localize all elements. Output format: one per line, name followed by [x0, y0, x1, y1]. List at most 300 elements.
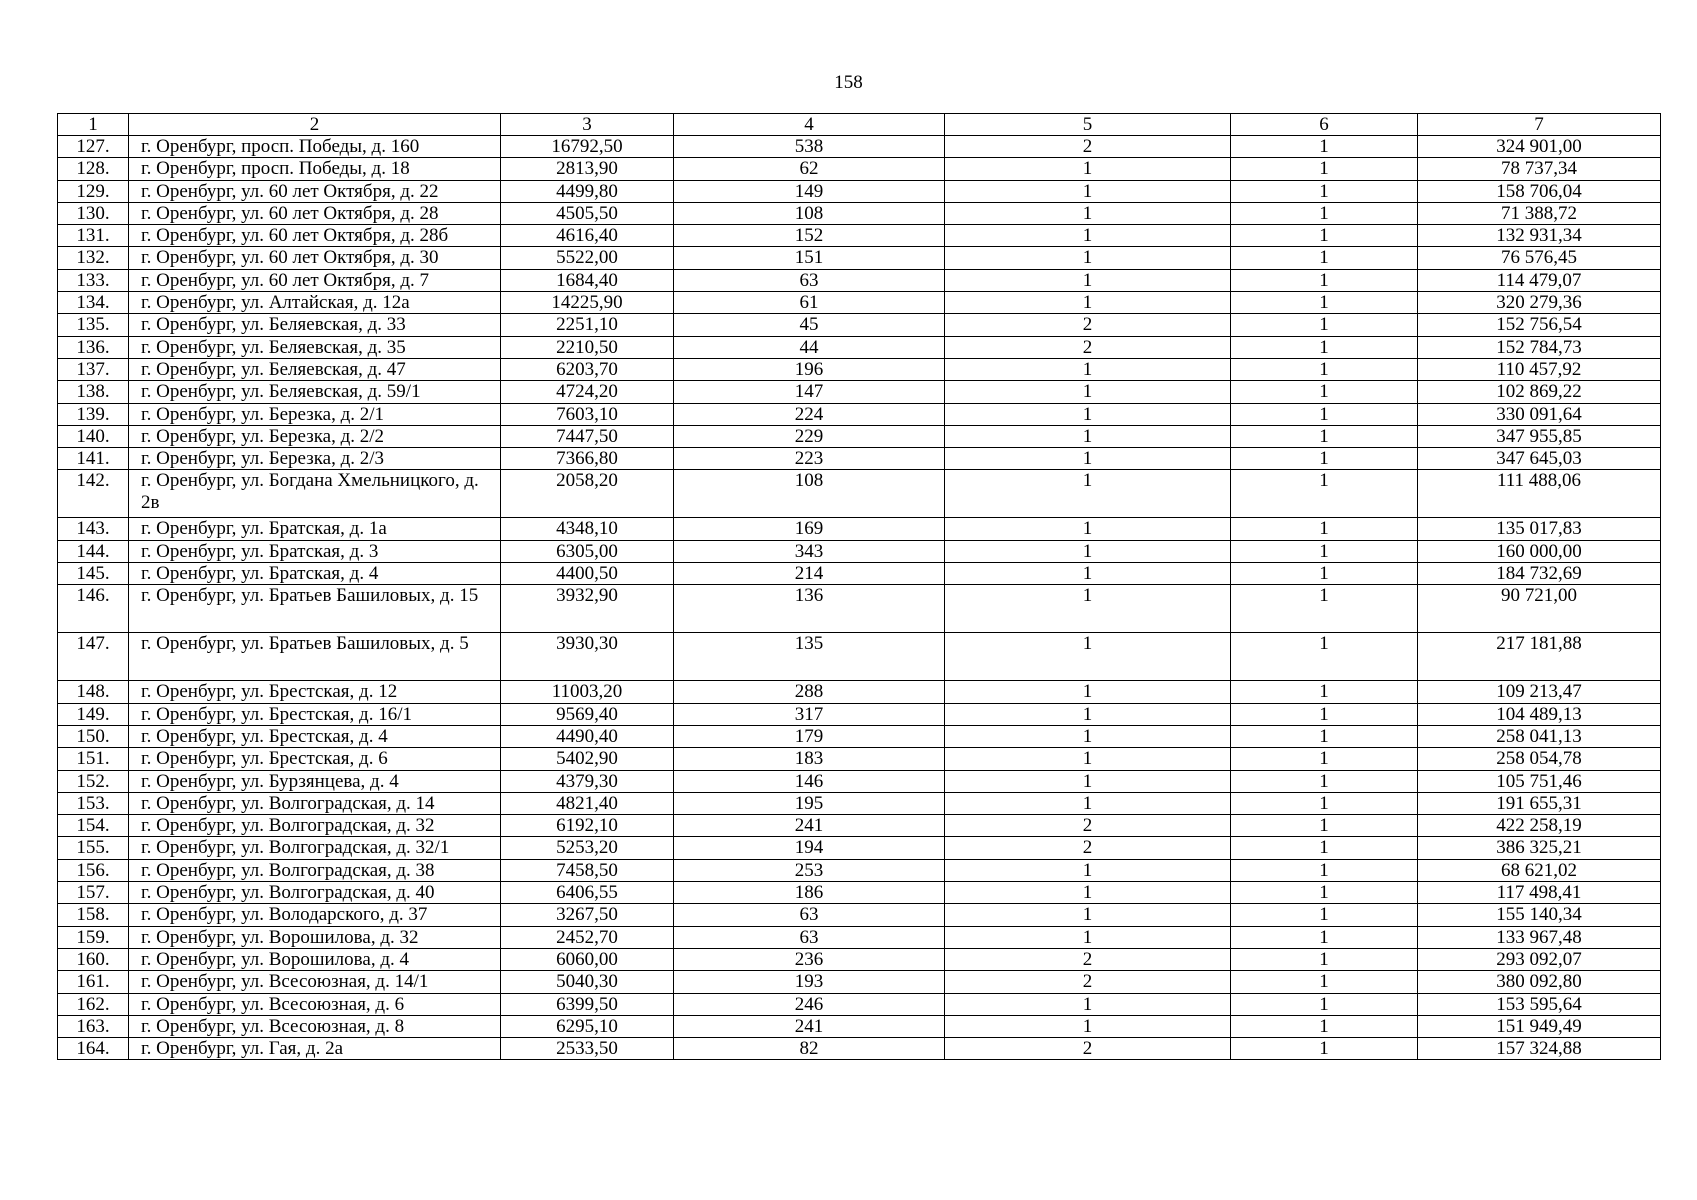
area-cell: 2452,70 [501, 926, 674, 948]
address-cell: г. Оренбург, просп. Победы, д. 18 [129, 158, 501, 180]
address-cell: г. Оренбург, ул. 60 лет Октября, д. 7 [129, 269, 501, 291]
area-cell: 1684,40 [501, 269, 674, 291]
area-cell: 6192,10 [501, 815, 674, 837]
count-cell: 136 [674, 585, 945, 633]
table-row [58, 247, 1661, 269]
value-6-cell: 1 [1231, 859, 1418, 881]
value-5-cell: 1 [945, 904, 1231, 926]
address-cell: г. Оренбург, ул. Беляевская, д. 47 [129, 358, 501, 380]
amount-cell: 347 955,85 [1418, 425, 1661, 447]
row-number: 133. [58, 269, 129, 291]
amount-cell: 104 489,13 [1418, 703, 1661, 725]
count-cell: 63 [674, 269, 945, 291]
address-cell: г. Оренбург, ул. 60 лет Октября, д. 30 [129, 247, 501, 269]
row-number: 138. [58, 381, 129, 403]
value-5-cell: 1 [945, 381, 1231, 403]
address-cell: г. Оренбург, ул. Брестская, д. 12 [129, 681, 501, 703]
area-cell: 7447,50 [501, 425, 674, 447]
row-number: 151. [58, 748, 129, 770]
row-number: 144. [58, 540, 129, 562]
area-cell: 6295,10 [501, 1015, 674, 1037]
column-number-7: 7 [1418, 114, 1661, 136]
table-row [58, 971, 1661, 993]
area-cell: 3930,30 [501, 633, 674, 681]
address-cell: г. Оренбург, ул. Волгоградская, д. 40 [129, 882, 501, 904]
register-table [57, 113, 1661, 1060]
row-number: 142. [58, 470, 129, 518]
table-row [58, 448, 1661, 470]
table-row [58, 633, 1661, 681]
address-cell: г. Оренбург, ул. 60 лет Октября, д. 22 [129, 180, 501, 202]
count-cell: 179 [674, 725, 945, 747]
value-6-cell: 1 [1231, 381, 1418, 403]
row-number: 146. [58, 585, 129, 633]
row-number: 153. [58, 792, 129, 814]
column-number-5: 5 [945, 114, 1231, 136]
table-row [58, 948, 1661, 970]
area-cell: 3932,90 [501, 585, 674, 633]
amount-cell: 330 091,64 [1418, 403, 1661, 425]
row-number: 135. [58, 314, 129, 336]
value-5-cell: 1 [945, 748, 1231, 770]
value-6-cell: 1 [1231, 180, 1418, 202]
amount-cell: 380 092,80 [1418, 971, 1661, 993]
address-cell: г. Оренбург, ул. Всесоюзная, д. 6 [129, 993, 501, 1015]
address-cell: г. Оренбург, ул. Братьев Башиловых, д. 5 [129, 633, 501, 681]
value-6-cell: 1 [1231, 748, 1418, 770]
count-cell: 246 [674, 993, 945, 1015]
amount-cell: 133 967,48 [1418, 926, 1661, 948]
area-cell: 5253,20 [501, 837, 674, 859]
register-table-body [58, 114, 1661, 1060]
address-cell: г. Оренбург, ул. Всесоюзная, д. 14/1 [129, 971, 501, 993]
row-number: 161. [58, 971, 129, 993]
address-cell: г. Оренбург, ул. 60 лет Октября, д. 28б [129, 225, 501, 247]
area-cell: 6305,00 [501, 540, 674, 562]
amount-cell: 151 949,49 [1418, 1015, 1661, 1037]
row-number: 131. [58, 225, 129, 247]
row-number: 147. [58, 633, 129, 681]
area-cell: 5522,00 [501, 247, 674, 269]
value-5-cell: 1 [945, 792, 1231, 814]
amount-cell: 191 655,31 [1418, 792, 1661, 814]
address-cell: г. Оренбург, ул. Братская, д. 4 [129, 563, 501, 585]
row-number: 154. [58, 815, 129, 837]
row-number: 149. [58, 703, 129, 725]
row-number: 152. [58, 770, 129, 792]
value-6-cell: 1 [1231, 792, 1418, 814]
count-cell: 135 [674, 633, 945, 681]
area-cell: 2251,10 [501, 314, 674, 336]
row-number: 129. [58, 180, 129, 202]
count-cell: 538 [674, 136, 945, 158]
amount-cell: 324 901,00 [1418, 136, 1661, 158]
table-row [58, 1015, 1661, 1037]
table-row [58, 792, 1661, 814]
address-cell: г. Оренбург, ул. Брестская, д. 6 [129, 748, 501, 770]
row-number: 160. [58, 948, 129, 970]
table-row [58, 681, 1661, 703]
count-cell: 195 [674, 792, 945, 814]
column-number-3: 3 [501, 114, 674, 136]
address-cell: г. Оренбург, ул. Братьев Башиловых, д. 15 [129, 585, 501, 633]
value-5-cell: 1 [945, 158, 1231, 180]
address-cell: г. Оренбург, ул. Беляевская, д. 59/1 [129, 381, 501, 403]
amount-cell: 109 213,47 [1418, 681, 1661, 703]
value-5-cell: 1 [945, 859, 1231, 881]
row-number: 136. [58, 336, 129, 358]
row-number: 137. [58, 358, 129, 380]
address-cell: г. Оренбург, ул. Володарского, д. 37 [129, 904, 501, 926]
row-number: 127. [58, 136, 129, 158]
area-cell: 4499,80 [501, 180, 674, 202]
value-6-cell: 1 [1231, 425, 1418, 447]
count-cell: 63 [674, 926, 945, 948]
value-6-cell: 1 [1231, 926, 1418, 948]
count-cell: 169 [674, 518, 945, 540]
count-cell: 108 [674, 470, 945, 518]
value-6-cell: 1 [1231, 470, 1418, 518]
row-number: 143. [58, 518, 129, 540]
amount-cell: 111 488,06 [1418, 470, 1661, 518]
address-cell: г. Оренбург, ул. Волгоградская, д. 14 [129, 792, 501, 814]
count-cell: 343 [674, 540, 945, 562]
amount-cell: 102 869,22 [1418, 381, 1661, 403]
value-5-cell: 2 [945, 314, 1231, 336]
value-5-cell: 1 [945, 518, 1231, 540]
address-cell: г. Оренбург, ул. Ворошилова, д. 32 [129, 926, 501, 948]
value-5-cell: 2 [945, 815, 1231, 837]
table-row [58, 403, 1661, 425]
amount-cell: 135 017,83 [1418, 518, 1661, 540]
amount-cell: 386 325,21 [1418, 837, 1661, 859]
amount-cell: 152 784,73 [1418, 336, 1661, 358]
count-cell: 152 [674, 225, 945, 247]
table-row [58, 336, 1661, 358]
value-6-cell: 1 [1231, 1015, 1418, 1037]
area-cell: 4821,40 [501, 792, 674, 814]
amount-cell: 114 479,07 [1418, 269, 1661, 291]
area-cell: 4616,40 [501, 225, 674, 247]
area-cell: 6406,55 [501, 882, 674, 904]
value-5-cell: 1 [945, 703, 1231, 725]
count-cell: 214 [674, 563, 945, 585]
amount-cell: 160 000,00 [1418, 540, 1661, 562]
column-number-6: 6 [1231, 114, 1418, 136]
amount-cell: 258 041,13 [1418, 725, 1661, 747]
area-cell: 6399,50 [501, 993, 674, 1015]
area-cell: 4505,50 [501, 202, 674, 224]
count-cell: 194 [674, 837, 945, 859]
value-5-cell: 2 [945, 837, 1231, 859]
value-5-cell: 1 [945, 269, 1231, 291]
value-6-cell: 1 [1231, 993, 1418, 1015]
amount-cell: 90 721,00 [1418, 585, 1661, 633]
address-cell: г. Оренбург, ул. Волгоградская, д. 32 [129, 815, 501, 837]
value-6-cell: 1 [1231, 815, 1418, 837]
count-cell: 62 [674, 158, 945, 180]
value-5-cell: 1 [945, 993, 1231, 1015]
value-6-cell: 1 [1231, 225, 1418, 247]
table-row [58, 815, 1661, 837]
amount-cell: 155 140,34 [1418, 904, 1661, 926]
count-cell: 186 [674, 882, 945, 904]
amount-cell: 293 092,07 [1418, 948, 1661, 970]
value-5-cell: 1 [945, 247, 1231, 269]
count-cell: 317 [674, 703, 945, 725]
count-cell: 183 [674, 748, 945, 770]
value-6-cell: 1 [1231, 1038, 1418, 1060]
value-6-cell: 1 [1231, 136, 1418, 158]
page-number: 158 [834, 72, 863, 93]
area-cell: 2058,20 [501, 470, 674, 518]
value-6-cell: 1 [1231, 448, 1418, 470]
value-6-cell: 1 [1231, 882, 1418, 904]
row-number: 148. [58, 681, 129, 703]
value-5-cell: 1 [945, 292, 1231, 314]
value-5-cell: 2 [945, 136, 1231, 158]
row-number: 134. [58, 292, 129, 314]
amount-cell: 68 621,02 [1418, 859, 1661, 881]
count-cell: 236 [674, 948, 945, 970]
amount-cell: 152 756,54 [1418, 314, 1661, 336]
value-6-cell: 1 [1231, 247, 1418, 269]
area-cell: 2210,50 [501, 336, 674, 358]
value-6-cell: 1 [1231, 202, 1418, 224]
count-cell: 45 [674, 314, 945, 336]
count-cell: 82 [674, 1038, 945, 1060]
table-row [58, 993, 1661, 1015]
count-cell: 61 [674, 292, 945, 314]
value-6-cell: 1 [1231, 725, 1418, 747]
value-5-cell: 2 [945, 971, 1231, 993]
column-number-4: 4 [674, 114, 945, 136]
value-5-cell: 2 [945, 336, 1231, 358]
area-cell: 4490,40 [501, 725, 674, 747]
table-row [58, 926, 1661, 948]
address-cell: г. Оренбург, ул. Березка, д. 2/3 [129, 448, 501, 470]
table-row [58, 470, 1661, 518]
value-5-cell: 1 [945, 926, 1231, 948]
value-6-cell: 1 [1231, 540, 1418, 562]
value-6-cell: 1 [1231, 948, 1418, 970]
area-cell: 4348,10 [501, 518, 674, 540]
count-cell: 241 [674, 1015, 945, 1037]
table-row [58, 748, 1661, 770]
area-cell: 4400,50 [501, 563, 674, 585]
area-cell: 9569,40 [501, 703, 674, 725]
area-cell: 4379,30 [501, 770, 674, 792]
column-number-row [58, 114, 1661, 136]
count-cell: 253 [674, 859, 945, 881]
row-number: 157. [58, 882, 129, 904]
table-row [58, 1038, 1661, 1060]
amount-cell: 258 054,78 [1418, 748, 1661, 770]
row-number: 156. [58, 859, 129, 881]
value-5-cell: 1 [945, 882, 1231, 904]
table-row [58, 703, 1661, 725]
row-number: 139. [58, 403, 129, 425]
amount-cell: 110 457,92 [1418, 358, 1661, 380]
amount-cell: 158 706,04 [1418, 180, 1661, 202]
row-number: 163. [58, 1015, 129, 1037]
area-cell: 6203,70 [501, 358, 674, 380]
area-cell: 14225,90 [501, 292, 674, 314]
table-row [58, 425, 1661, 447]
row-number: 128. [58, 158, 129, 180]
value-6-cell: 1 [1231, 904, 1418, 926]
count-cell: 151 [674, 247, 945, 269]
column-number-1: 1 [58, 114, 129, 136]
area-cell: 11003,20 [501, 681, 674, 703]
address-cell: г. Оренбург, ул. Гая, д. 2а [129, 1038, 501, 1060]
amount-cell: 117 498,41 [1418, 882, 1661, 904]
table-row [58, 725, 1661, 747]
address-cell: г. Оренбург, ул. Волгоградская, д. 38 [129, 859, 501, 881]
table-row [58, 314, 1661, 336]
value-5-cell: 1 [945, 425, 1231, 447]
row-number: 141. [58, 448, 129, 470]
address-cell: г. Оренбург, ул. Волгоградская, д. 32/1 [129, 837, 501, 859]
amount-cell: 184 732,69 [1418, 563, 1661, 585]
count-cell: 193 [674, 971, 945, 993]
area-cell: 7458,50 [501, 859, 674, 881]
amount-cell: 76 576,45 [1418, 247, 1661, 269]
address-cell: г. Оренбург, ул. Алтайская, д. 12а [129, 292, 501, 314]
address-cell: г. Оренбург, ул. Братская, д. 1а [129, 518, 501, 540]
table-row [58, 180, 1661, 202]
value-5-cell: 1 [945, 770, 1231, 792]
value-6-cell: 1 [1231, 518, 1418, 540]
value-6-cell: 1 [1231, 703, 1418, 725]
table-row [58, 269, 1661, 291]
value-5-cell: 1 [945, 633, 1231, 681]
value-5-cell: 2 [945, 1038, 1231, 1060]
value-6-cell: 1 [1231, 633, 1418, 681]
table-row [58, 585, 1661, 633]
table-row [58, 136, 1661, 158]
address-cell: г. Оренбург, ул. Брестская, д. 16/1 [129, 703, 501, 725]
table-row [58, 540, 1661, 562]
table-row [58, 837, 1661, 859]
value-5-cell: 1 [945, 358, 1231, 380]
row-number: 164. [58, 1038, 129, 1060]
area-cell: 5402,90 [501, 748, 674, 770]
value-5-cell: 1 [945, 725, 1231, 747]
table-row [58, 292, 1661, 314]
count-cell: 44 [674, 336, 945, 358]
table-row [58, 381, 1661, 403]
address-cell: г. Оренбург, просп. Победы, д. 160 [129, 136, 501, 158]
count-cell: 196 [674, 358, 945, 380]
count-cell: 149 [674, 180, 945, 202]
count-cell: 241 [674, 815, 945, 837]
area-cell: 5040,30 [501, 971, 674, 993]
area-cell: 16792,50 [501, 136, 674, 158]
value-5-cell: 1 [945, 540, 1231, 562]
address-cell: г. Оренбург, ул. Беляевская, д. 35 [129, 336, 501, 358]
value-5-cell: 1 [945, 180, 1231, 202]
row-number: 140. [58, 425, 129, 447]
address-cell: г. Оренбург, ул. Братская, д. 3 [129, 540, 501, 562]
value-5-cell: 1 [945, 1015, 1231, 1037]
count-cell: 146 [674, 770, 945, 792]
row-number: 158. [58, 904, 129, 926]
value-6-cell: 1 [1231, 971, 1418, 993]
row-number: 145. [58, 563, 129, 585]
count-cell: 63 [674, 904, 945, 926]
value-6-cell: 1 [1231, 403, 1418, 425]
address-cell: г. Оренбург, ул. Богдана Хмельницкого, д. 2в [129, 470, 501, 518]
area-cell: 7366,80 [501, 448, 674, 470]
amount-cell: 157 324,88 [1418, 1038, 1661, 1060]
table-row [58, 518, 1661, 540]
table-row [58, 358, 1661, 380]
table-row [58, 225, 1661, 247]
table-row [58, 563, 1661, 585]
value-5-cell: 1 [945, 448, 1231, 470]
value-6-cell: 1 [1231, 563, 1418, 585]
value-6-cell: 1 [1231, 336, 1418, 358]
count-cell: 223 [674, 448, 945, 470]
area-cell: 4724,20 [501, 381, 674, 403]
area-cell: 7603,10 [501, 403, 674, 425]
address-cell: г. Оренбург, ул. Беляевская, д. 33 [129, 314, 501, 336]
value-6-cell: 1 [1231, 585, 1418, 633]
amount-cell: 78 737,34 [1418, 158, 1661, 180]
address-cell: г. Оренбург, ул. Бурзянцева, д. 4 [129, 770, 501, 792]
amount-cell: 105 751,46 [1418, 770, 1661, 792]
count-cell: 224 [674, 403, 945, 425]
amount-cell: 422 258,19 [1418, 815, 1661, 837]
value-5-cell: 1 [945, 470, 1231, 518]
table-row [58, 770, 1661, 792]
row-number: 150. [58, 725, 129, 747]
row-number: 159. [58, 926, 129, 948]
row-number: 132. [58, 247, 129, 269]
amount-cell: 217 181,88 [1418, 633, 1661, 681]
table-row [58, 859, 1661, 881]
value-5-cell: 1 [945, 563, 1231, 585]
address-cell: г. Оренбург, ул. Березка, д. 2/1 [129, 403, 501, 425]
value-5-cell: 1 [945, 585, 1231, 633]
table-row [58, 158, 1661, 180]
area-cell: 2533,50 [501, 1038, 674, 1060]
address-cell: г. Оренбург, ул. Березка, д. 2/2 [129, 425, 501, 447]
address-cell: г. Оренбург, ул. Брестская, д. 4 [129, 725, 501, 747]
value-6-cell: 1 [1231, 358, 1418, 380]
count-cell: 229 [674, 425, 945, 447]
area-cell: 6060,00 [501, 948, 674, 970]
value-6-cell: 1 [1231, 681, 1418, 703]
value-5-cell: 2 [945, 948, 1231, 970]
amount-cell: 320 279,36 [1418, 292, 1661, 314]
table-row [58, 202, 1661, 224]
value-6-cell: 1 [1231, 292, 1418, 314]
address-cell: г. Оренбург, ул. 60 лет Октября, д. 28 [129, 202, 501, 224]
value-6-cell: 1 [1231, 269, 1418, 291]
table-row [58, 882, 1661, 904]
address-cell: г. Оренбург, ул. Всесоюзная, д. 8 [129, 1015, 501, 1037]
area-cell: 3267,50 [501, 904, 674, 926]
value-5-cell: 1 [945, 225, 1231, 247]
amount-cell: 132 931,34 [1418, 225, 1661, 247]
value-6-cell: 1 [1231, 158, 1418, 180]
amount-cell: 153 595,64 [1418, 993, 1661, 1015]
amount-cell: 71 388,72 [1418, 202, 1661, 224]
table-row [58, 904, 1661, 926]
value-5-cell: 1 [945, 681, 1231, 703]
